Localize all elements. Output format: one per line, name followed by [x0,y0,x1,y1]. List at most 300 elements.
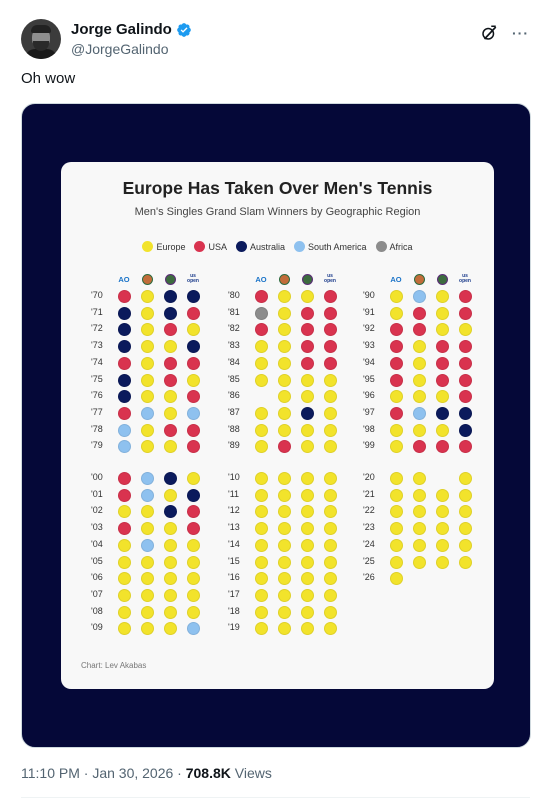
winner-dot [118,572,131,585]
winner-dot [141,374,154,387]
winner-dot [390,307,403,320]
legend-swatch [194,241,205,252]
winner-dot [324,290,337,303]
winner-dot [301,622,314,635]
winner-dot [278,340,291,353]
year-label: '89 [228,440,240,451]
year-row [363,571,478,586]
winner-dot [301,440,314,453]
year-label: '93 [363,340,375,351]
winner-dot [255,572,268,585]
winner-dot [390,505,403,518]
winner-dot [141,323,154,336]
winner-dot [390,440,403,453]
tweet-footer [21,765,272,781]
winner-dot [255,472,268,485]
year-row [91,406,206,421]
year-row [363,439,478,454]
year-label: '92 [363,323,375,334]
year-row [91,605,206,620]
winner-dot [324,606,337,619]
winner-dot [141,539,154,552]
legend-item [142,241,185,252]
year-label: '16 [228,572,240,583]
year-row [91,538,206,553]
year-row [363,538,478,553]
winner-dot [301,505,314,518]
winner-dot [118,374,131,387]
roland-garros-logo-icon [413,273,425,285]
legend-item [376,241,413,252]
verified-badge-icon [176,22,192,38]
year-row [91,339,206,354]
winner-dot [255,440,268,453]
year-row [91,555,206,570]
year-row [363,504,478,519]
year-label: '03 [91,522,103,533]
winner-dot [459,505,472,518]
winner-dot [278,556,291,569]
year-label: '70 [91,290,103,300]
winner-dot [141,407,154,420]
legend-label: Europe [156,241,186,252]
year-row [363,322,478,337]
year-label: '76 [91,390,103,401]
year-row [363,555,478,570]
winner-dot [164,472,177,485]
winner-dot [301,340,314,353]
winner-dot [324,522,337,535]
winner-dot [413,489,426,502]
year-label: '75 [91,373,103,384]
legend-item [294,241,367,252]
year-row [228,406,343,421]
winner-dot [187,307,200,320]
australian-open-logo-icon [255,273,267,285]
winner-dot [118,307,131,320]
winner-dot [459,522,472,535]
winner-dot [436,340,449,353]
year-label: '86 [228,390,240,401]
year-label: '90 [363,290,375,300]
winner-dot [278,307,291,320]
chart-legend [61,241,494,252]
winner-dot [324,622,337,635]
legend-swatch [142,241,153,252]
us-open-logo-icon-mark: us open [187,273,199,284]
divider [21,797,530,798]
grok-icon[interactable] [480,24,498,42]
year-row [91,373,206,388]
winner-dot [255,622,268,635]
year-row [228,423,343,438]
winner-dot [255,589,268,602]
winner-dot [278,374,291,387]
year-row [91,389,206,404]
winner-dot [324,407,337,420]
year-label: '98 [363,423,375,434]
year-row [363,339,478,354]
winner-dot [255,606,268,619]
us-open-logo-icon [459,273,471,285]
avatar-hair [31,25,51,33]
winner-dot [278,572,291,585]
year-label: '11 [228,488,240,499]
winner-dot [459,407,472,420]
year-label: '04 [91,538,103,549]
winner-dot [301,589,314,602]
author-name-row[interactable] [71,21,192,38]
year-row [228,306,343,321]
winner-dot [301,323,314,336]
winner-dot [390,340,403,353]
year-row [228,373,343,388]
winner-dot [164,307,177,320]
winner-dot [301,606,314,619]
winner-dot [278,489,291,502]
year-label: '26 [363,572,375,583]
year-label: '24 [363,538,375,549]
wimbledon-logo-icon-mark [302,274,313,285]
winner-dot [164,589,177,602]
winner-dot [413,539,426,552]
year-row [91,322,206,337]
winner-dot [187,472,200,485]
winner-dot [164,357,177,370]
year-label: '81 [228,306,240,317]
winner-dot [390,572,403,585]
winner-dot [301,489,314,502]
winner-dot [324,340,337,353]
winner-dot [390,472,403,485]
winner-dot [255,489,268,502]
winner-dot [255,290,268,303]
winner-dot [118,606,131,619]
winner-dot [278,440,291,453]
year-row [228,571,343,586]
year-label: '77 [91,406,103,417]
winner-dot [141,424,154,437]
winner-dot [141,472,154,485]
winner-dot [413,556,426,569]
winner-dot [255,556,268,569]
year-label: '05 [91,555,103,566]
year-row [91,439,206,454]
year-row [228,588,343,603]
winner-dot [390,424,403,437]
legend-label: South America [308,241,367,252]
winner-dot [187,390,200,403]
winner-dot [187,290,200,303]
winner-dot [436,424,449,437]
winner-dot [324,424,337,437]
wimbledon-logo-icon [436,273,448,285]
winner-dot [187,424,200,437]
winner-dot [187,357,200,370]
year-row [363,289,478,304]
winner-dot [187,589,200,602]
year-row [363,521,478,536]
more-options-icon[interactable]: ··· [512,25,529,41]
year-row [228,555,343,570]
year-label: '73 [91,340,103,351]
winner-dot [436,440,449,453]
winner-dot [141,589,154,602]
winner-dot [255,505,268,518]
winner-dot [324,390,337,403]
winner-dot [390,539,403,552]
year-row [91,504,206,519]
winner-dot [164,572,177,585]
winner-dot [301,572,314,585]
winner-dot [413,424,426,437]
winner-dot [301,522,314,535]
winner-dot [164,539,177,552]
winner-dot [301,539,314,552]
chart-credit: Chart: Lev Akabas [81,661,147,670]
winner-dot [187,323,200,336]
winner-dot [413,472,426,485]
year-row [228,356,343,371]
chart-subtitle: Men's Singles Grand Slam Winners by Geographic Region [134,206,421,218]
tweet-timestamp[interactable]: 11:10 PM · Jan 30, 2026 · [21,765,186,781]
chart-title: Europe Has Taken Over Men's Tennis [122,178,433,198]
year-row [228,339,343,354]
roland-garros-logo-icon [141,273,153,285]
winner-dot [187,622,200,635]
winner-dot [118,390,131,403]
winner-dot [141,522,154,535]
year-row [363,488,478,503]
year-label: '71 [91,306,103,317]
winner-dot [141,440,154,453]
winner-dot [187,556,200,569]
winner-dot [278,589,291,602]
winner-dot [141,556,154,569]
winner-dot [278,606,291,619]
winner-dot [118,522,131,535]
winner-dot [118,424,131,437]
winner-dot [436,390,449,403]
winner-dot [278,522,291,535]
legend-item [236,241,285,252]
winner-dot [413,374,426,387]
winner-dot [187,489,200,502]
winner-dot [436,323,449,336]
winner-dot [118,407,131,420]
australian-open-logo-icon [390,273,402,285]
winner-dot [141,290,154,303]
chart-card [61,162,494,689]
winner-dot [324,374,337,387]
year-label: '18 [228,605,240,616]
tweet-image[interactable] [21,103,531,748]
winner-dot [118,357,131,370]
winner-dot [278,323,291,336]
year-row [363,306,478,321]
year-row [228,389,343,404]
winner-dot [390,290,403,303]
legend-swatch [294,241,305,252]
winner-dot [413,390,426,403]
author-name[interactable]: Jorge Galindo [71,21,172,38]
year-label: '79 [91,440,103,451]
winner-dot [301,357,314,370]
wimbledon-logo-icon-mark [165,274,176,285]
year-label: '99 [363,440,375,451]
legend-label: USA [208,241,227,252]
year-row [91,621,206,636]
winner-dot [413,307,426,320]
us-open-logo-icon [187,273,199,285]
winner-dot [413,290,426,303]
year-row [228,471,343,486]
legend-swatch [236,241,247,252]
winner-dot [459,424,472,437]
author-handle[interactable]: @JorgeGalindo [71,41,169,57]
winner-dot [141,357,154,370]
year-row [363,423,478,438]
winner-dot [164,440,177,453]
winner-dot [301,390,314,403]
winner-dot [324,505,337,518]
views-count: 708.8K [185,765,231,781]
winner-dot [164,407,177,420]
year-row [228,504,343,519]
winner-dot [324,539,337,552]
winner-dot [164,606,177,619]
winner-dot [436,556,449,569]
winner-dot [141,572,154,585]
winner-dot [278,622,291,635]
winner-dot [324,572,337,585]
year-label: '08 [91,605,103,616]
winner-dot [413,505,426,518]
year-row [91,521,206,536]
winner-dot [301,374,314,387]
year-row [91,306,206,321]
legend-label: Africa [389,241,413,252]
winner-dot [164,505,177,518]
winner-dot [459,390,472,403]
year-row [228,538,343,553]
year-row [363,373,478,388]
winner-dot [141,622,154,635]
roland-garros-logo-icon-mark [414,274,425,285]
winner-dot [187,340,200,353]
roland-garros-logo-icon-mark [142,274,153,285]
winner-dot [278,290,291,303]
winner-dot [324,556,337,569]
winner-dot [390,489,403,502]
year-row [363,406,478,421]
winner-dot [118,489,131,502]
year-label: '22 [363,505,375,516]
year-label: '72 [91,323,103,334]
winner-dot [390,556,403,569]
tweet-text: Oh wow [21,70,76,87]
winner-dot [164,522,177,535]
winner-dot [187,539,200,552]
winner-dot [255,407,268,420]
winner-dot [301,307,314,320]
winner-dot [459,489,472,502]
winner-dot [324,489,337,502]
year-label: '00 [91,472,103,482]
us-open-logo-icon [324,273,336,285]
year-label: '21 [363,488,375,499]
winner-dot [118,556,131,569]
winner-dot [301,407,314,420]
winner-dot [324,589,337,602]
australian-open-logo-icon-mark: AO [255,274,267,284]
winner-dot [459,307,472,320]
year-row [91,471,206,486]
us-open-logo-icon-mark: us open [459,273,471,284]
winner-dot [301,424,314,437]
winner-dot [118,323,131,336]
winner-dot [390,357,403,370]
winner-dot [413,357,426,370]
winner-dot [278,472,291,485]
year-row [91,588,206,603]
winner-dot [301,472,314,485]
winner-dot [436,307,449,320]
winner-dot [164,323,177,336]
winner-dot [436,290,449,303]
winner-dot [164,424,177,437]
winner-dot [187,522,200,535]
year-label: '85 [228,373,240,384]
winner-dot [390,390,403,403]
winner-dot [255,424,268,437]
year-row [228,621,343,636]
year-label: '20 [363,472,375,482]
year-row [228,322,343,337]
australian-open-logo-icon-mark: AO [118,274,130,284]
legend-item [194,241,227,252]
legend-swatch [376,241,387,252]
tweet-top-actions [480,24,529,42]
winner-dot [413,440,426,453]
year-row [228,289,343,304]
year-row [363,356,478,371]
year-row [91,488,206,503]
wimbledon-logo-icon [164,273,176,285]
winner-dot [164,374,177,387]
winner-dot [413,407,426,420]
winner-dot [436,489,449,502]
year-row [228,605,343,620]
year-label: '95 [363,373,375,384]
year-label: '74 [91,356,103,367]
winner-dot [255,323,268,336]
winner-dot [118,622,131,635]
year-label: '19 [228,622,240,633]
winner-dot [141,505,154,518]
year-label: '23 [363,522,375,533]
winner-dot [278,407,291,420]
winner-dot [436,374,449,387]
winner-dot [324,472,337,485]
avatar[interactable] [21,19,61,59]
australian-open-logo-icon-mark: AO [390,274,402,284]
views-label: Views [230,765,272,781]
winner-dot [324,307,337,320]
year-label: '88 [228,423,240,434]
winner-dot [141,606,154,619]
winner-dot [255,522,268,535]
